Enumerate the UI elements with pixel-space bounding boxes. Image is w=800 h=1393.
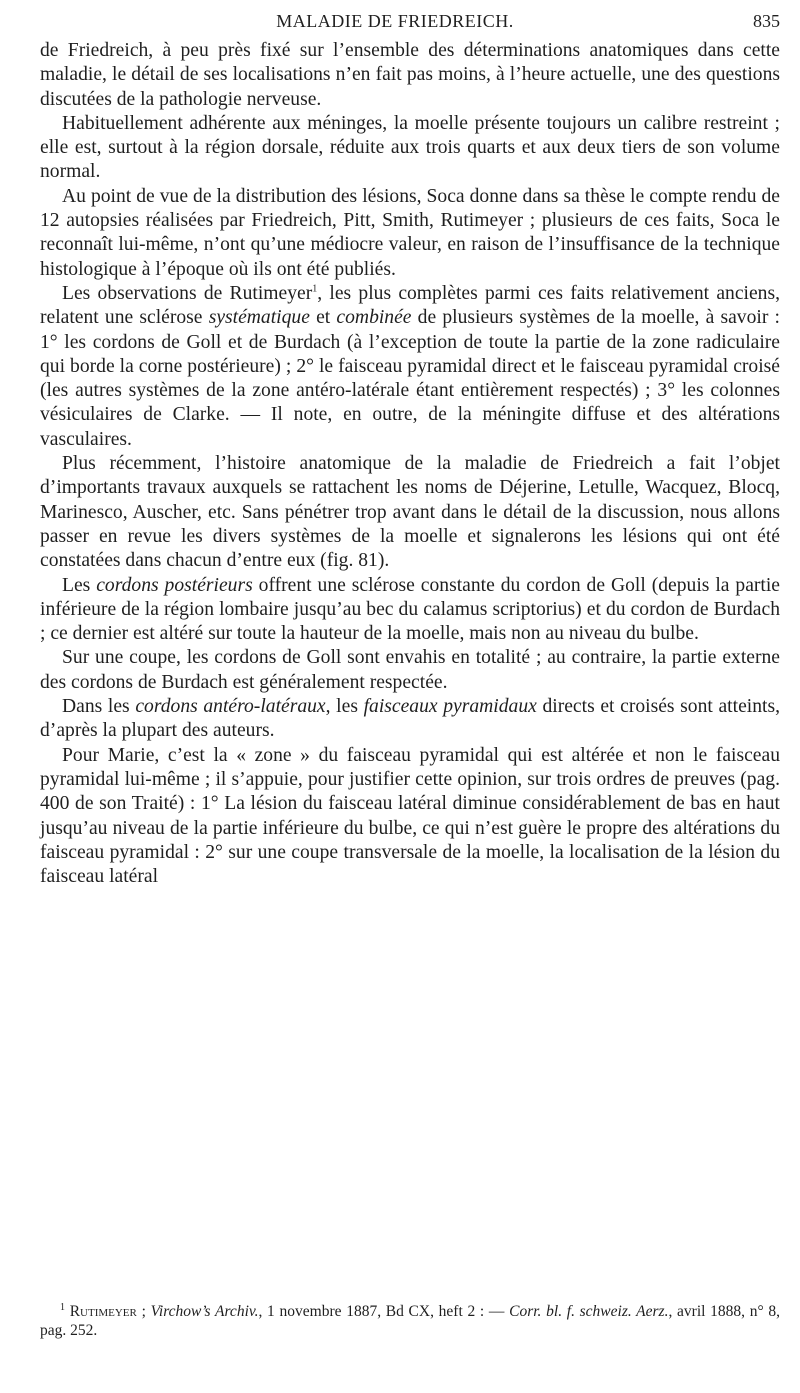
page-number: 835 — [753, 11, 780, 31]
paragraph-recent-works: Plus récemment, l’histoire anatomique de la maladie de Friedreich a fait l’objet d’importants travaux auxquels se rattachent les noms de Déjerine, Letulle, Wacquez, Blocq, Marinesco, Auscher, etc. Sans pénétrer trop avant dans le détail de la discussion, nous allons passer en revue les divers systèmes de la moelle et signalerons les lésions qui ont été constatées dans chacun d’entre eux (fig. 81). — [40, 453, 780, 572]
footnote-journal-2: Corr. bl. f. schweiz. Aerz. — [509, 1303, 669, 1320]
text-run: directs et croisés sont atteints, d’après la plupart des auteurs. — [40, 696, 780, 742]
paragraph-marie: Pour Marie, c’est la « zone » du faisceau pyramidal qui est altérée et non le faisceau pyramidal lui-même ; il s’appuie, pour justifier cette opinion, sur trois ordres de preuves (pag. 400 de son Traité) : 1° La lésion du faisceau latéral diminue considérablement de bas en haut jusqu’au niveau de la partie inférieure du bulbe, ce qui n’est guère le propre des altérations du faisceau pyramidal : 2° sur une coupe transversale de la moelle, la localisation de la lésion du faisceau latéral — [40, 744, 780, 888]
emphasis-cordons-antero-lateraux: cordons antéro-latéraux — [135, 696, 326, 718]
text-run: ; — [136, 1303, 151, 1320]
paragraph-coupe: Sur une coupe, les cordons de Goll sont envahis en totalité ; au contraire, la partie externe des cordons de Burdach est généralement respectée. — [40, 647, 780, 693]
paragraph-soca-autopsies: Au point de vue de la distribution des lésions, Soca donne dans sa thèse le compte rendu de 12 autopsies réalisées par Friedreich, Pitt, Smith, Rutimeyer ; plusieurs de ces faits, Soca le reconnaît lui-même, n’ont qu’une médiocre valeur, en raison de l’insuffisance de la technique histologique à l’époque où ils ont été publiés. — [40, 185, 780, 280]
text-run: , les — [325, 696, 364, 718]
footnote-author: Rutimeyer — [69, 1303, 137, 1320]
paragraph-moelle-calibre: Habituellement adhérente aux méninges, la moelle présente toujours un calibre restreint ; elle est, surtout à la région dorsale, réduite aux trois quarts et aux deux tiers de son volume normal. — [40, 112, 780, 183]
paragraph-cordons-posterieurs — [40, 574, 780, 647]
body-text — [40, 39, 780, 889]
text-run: , 1 novembre 1887, Bd CX, heft 2 : — — [258, 1303, 510, 1320]
footnotes — [40, 1302, 780, 1340]
text-run: , avril 1888, n° 8, pag. 252. — [40, 1303, 780, 1339]
emphasis-combinee: combinée — [336, 307, 412, 329]
text-run: , les plus complètes parmi ces faits relativement anciens, relatent une sclérose — [40, 282, 780, 329]
text-run: de plusieurs systèmes de la moelle, à savoir : 1° les cordons de Goll et de Burdach (à l’exception de toute la partie de la zone radiculaire qui borde la corne postérieure) ; 2° le faisceau pyramidal direct et le faisceau pyramidal croisé (les autres systèmes de la zone antéro-latérale étant entièrement respectés) ; 3° les colonnes vésiculaires de Clarke. — Il note, en outre, de la méningite diffuse et des altérations vasculaires. — [40, 307, 780, 450]
emphasis-faisceaux-pyramidaux: faisceaux pyramidaux — [363, 696, 537, 718]
text-run: et — [309, 307, 337, 329]
footnote-mark: 1 — [60, 1301, 65, 1313]
footnote-reference: 1 — [312, 283, 318, 295]
paragraph-continuation: de Friedreich, à peu près fixé sur l’ensemble des déterminations anatomiques dans cette maladie, le détail de ses localisations n’en fait pas moins, à l’heure actuelle, une des questions discutées de la pathologie nerveuse. — [40, 40, 780, 110]
paragraph-rutimeyer — [40, 282, 780, 452]
footnote-1 — [40, 1302, 780, 1340]
running-head — [40, 6, 780, 36]
paragraph-antero-lateraux — [40, 695, 780, 744]
text-run: Les observations de Rutimeyer — [62, 282, 313, 304]
text-run: offrent une sclérose constante du cordon de Goll (depuis la partie inférieure de la région lombaire jusqu’au bec du calamus scriptorius) et du cordon de Burdach ; ce dernier est altéré sur toute la hauteur de la moelle, mais non au niveau du bulbe. — [40, 574, 780, 645]
text-run: Dans les — [62, 696, 136, 718]
emphasis-cordons-posterieurs: cordons postérieurs — [96, 574, 253, 596]
emphasis-systematique: systématique — [208, 307, 310, 329]
text-run: Les — [62, 574, 97, 596]
footnote-journal: Virchow’s Archiv. — [150, 1303, 259, 1320]
running-title: MALADIE DE FRIEDREICH. — [276, 11, 514, 31]
